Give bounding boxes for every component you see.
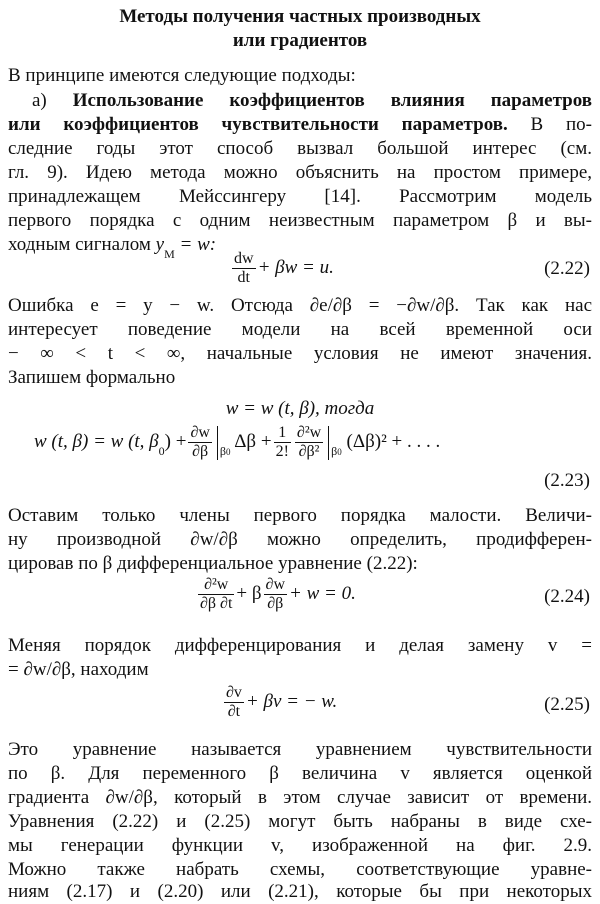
paragraph-c-line-3: цировав по β дифференциальное уравнение (2.22): xyxy=(8,553,418,574)
paragraph-c-line-2: ну производной ∂w/∂β можно определить, продифферен- xyxy=(8,529,592,550)
bold-term-2: или коэффициентов чувствительности параметров. xyxy=(8,114,508,135)
text-run: ходным сигналом xyxy=(8,234,156,255)
numerator: ∂²w xyxy=(296,424,322,441)
fraction xyxy=(232,250,256,287)
subscript: β xyxy=(219,443,227,458)
equation-rest: + βw = u. xyxy=(257,256,334,278)
fraction xyxy=(264,576,287,613)
paragraph-e-line-4: Уравнения (2.22) и (2.25) могут быть набраны в виде схе- xyxy=(8,811,592,832)
equation-part: + β xyxy=(236,582,262,604)
subscript: β xyxy=(331,443,338,458)
section-heading-line-1: Методы получения частных производных xyxy=(119,6,481,27)
fraction xyxy=(188,424,211,461)
paragraph-a-line-4: гл. 9). Идею метода можно объяснить на простом примере, xyxy=(8,162,592,183)
paragraph-e-line-6: Можно также набрать схемы, соответствующие уравне- xyxy=(8,859,592,880)
paragraph-a-line-2 xyxy=(8,113,592,137)
numerator: ∂²w xyxy=(198,576,234,595)
equation-2-23 xyxy=(34,424,440,461)
fraction xyxy=(198,576,234,613)
paragraph-d-line-2: = ∂w/∂β, находим xyxy=(8,659,149,680)
numerator: ∂v xyxy=(226,684,242,701)
fraction xyxy=(274,424,291,461)
bold-term-1: Использование коэффициентов влияния параметров xyxy=(72,90,592,111)
math-expr: = w: xyxy=(174,234,217,255)
paragraph-b-line-2: интересует поведение модели на всей временной оси xyxy=(8,319,592,340)
equation-2-24 xyxy=(196,576,356,613)
paragraph-a-line-3: следние годы этот способ вызвал большой интерес (см. xyxy=(8,138,592,159)
numerator: dw xyxy=(234,250,254,267)
equation-rest: + βv = − w. xyxy=(245,690,338,712)
text-run: В по- xyxy=(507,114,592,135)
numerator: ∂w xyxy=(265,576,286,593)
paragraph-b-line-3: − ∞ < t < ∞, начальные условия не имеют значения. xyxy=(8,343,592,364)
numerator: ∂w xyxy=(190,424,210,441)
equation-part: (Δβ)² + . . . . xyxy=(346,430,441,452)
denominator: ∂t xyxy=(227,703,241,720)
subscript: M xyxy=(164,247,175,261)
numerator: 1 xyxy=(274,424,291,443)
denominator: ∂β xyxy=(267,595,284,612)
equation-then xyxy=(0,398,600,420)
paragraph-a-line-1 xyxy=(32,89,592,113)
subscript: 0 xyxy=(158,443,165,458)
evaluation-bar xyxy=(328,426,329,460)
equation-number: (2.22) xyxy=(544,258,590,279)
denominator: 2! xyxy=(275,443,289,460)
equation-text: w = w (t, β), тогда xyxy=(225,398,375,419)
paragraph-d-line-1: Меняя порядок дифференцирования и делая замену v = xyxy=(8,635,592,656)
denominator: dt xyxy=(237,269,250,286)
item-marker: а) xyxy=(32,90,73,111)
equation-part: ) + xyxy=(164,430,187,452)
equation-number: (2.25) xyxy=(544,694,590,715)
equation-rest: + w = 0. xyxy=(289,582,356,604)
evaluation-bar xyxy=(217,426,218,460)
equation-2-25 xyxy=(222,684,337,721)
paragraph-intro: В принципе имеются следующие подходы: xyxy=(8,65,356,86)
paragraph-e-line-3: градиента ∂w/∂β, который в этом случае зависит от времени. xyxy=(8,787,592,808)
paragraph-e-line-1: Это уравнение называется уравнением чувствительности xyxy=(8,739,592,760)
fraction xyxy=(224,684,244,721)
paragraph-b-line-4: Запишем формально xyxy=(8,367,176,388)
paragraph-a-line-6: первого порядка с одним неизвестным параметром β и вы- xyxy=(8,210,592,231)
equation-part: Δβ + xyxy=(234,430,272,452)
paragraph-e-line-2: по β. Для переменного β величина v является оценкой xyxy=(8,763,592,784)
denominator: ∂β ∂t xyxy=(200,595,233,612)
equation-lhs: w (t, β) = w (t, β xyxy=(34,430,159,452)
subscript: 0 xyxy=(337,446,342,457)
paragraph-a-line-5: принадлежащем Мейссингеру [14]. Рассмотрим модель xyxy=(8,186,592,207)
math-var: y xyxy=(155,234,165,255)
equation-number: (2.23) xyxy=(544,470,590,491)
paragraph-e-line-5: мы генерации функции v, изображенной на фиг. 2.9. xyxy=(8,835,592,856)
denominator: ∂β² xyxy=(298,443,320,460)
equation-number: (2.24) xyxy=(544,586,590,607)
paragraph-b-line-1: Ошибка e = y − w. Отсюда ∂e/∂β = −∂w/∂β. Так как нас xyxy=(8,295,592,316)
paragraph-e-line-7: ниям (2.17) и (2.20) или (2.21), которые бы при некоторых xyxy=(8,881,592,902)
paragraph-c-line-1: Оставим только члены первого порядка малости. Величи- xyxy=(8,505,592,526)
fraction xyxy=(295,424,323,461)
section-heading-line-2: или градиентов xyxy=(232,30,368,51)
equation-2-22 xyxy=(230,250,334,287)
subscript: 0 xyxy=(226,446,231,457)
denominator: ∂β xyxy=(192,443,209,460)
